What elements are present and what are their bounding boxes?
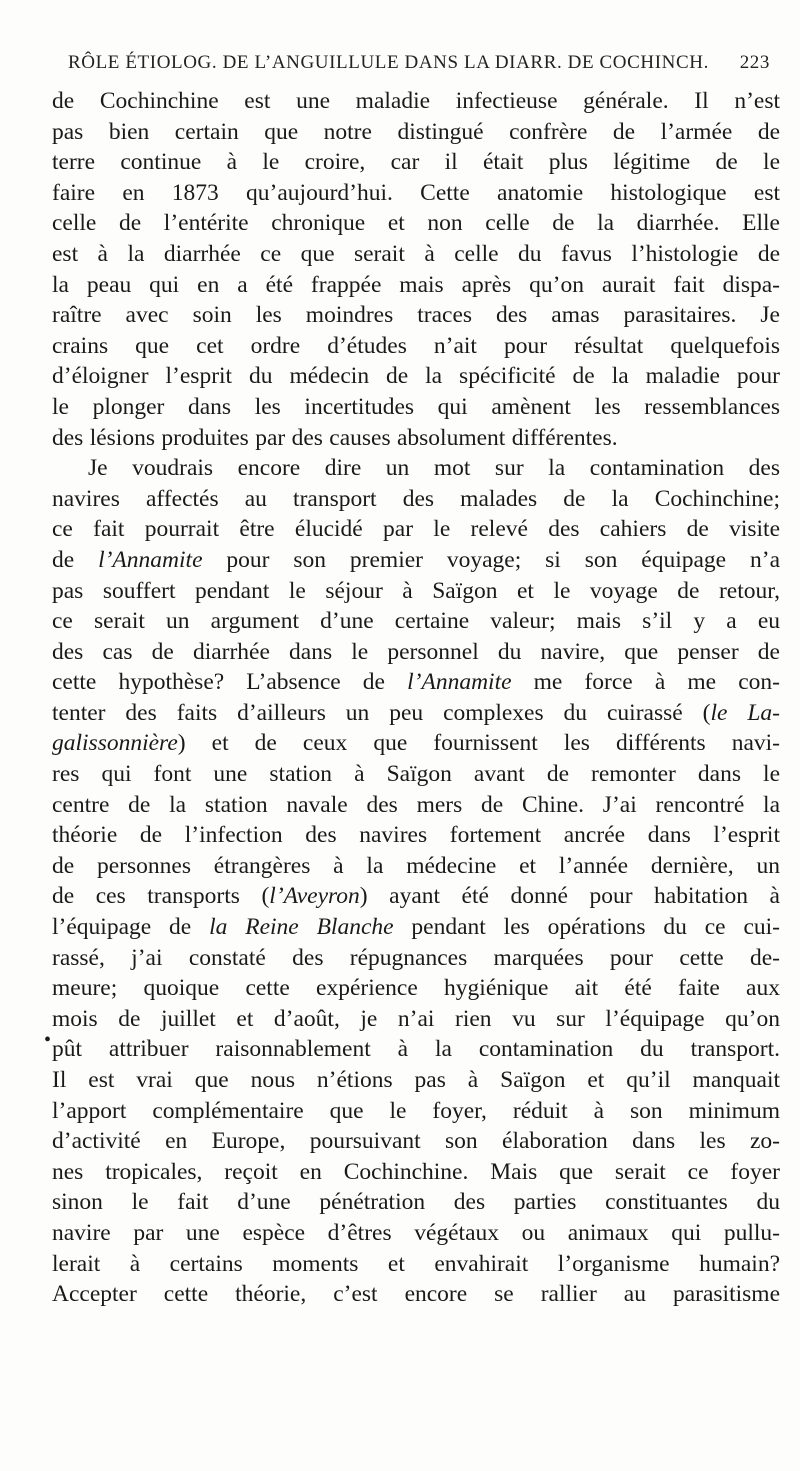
text-line	[52, 392, 780, 423]
text-line	[52, 208, 780, 239]
text-segment: pour son premier voyage; si son équipage n’a	[202, 546, 780, 573]
text-segment: de Cochinchine est une maladie infectieuse générale. Il n’est	[52, 88, 780, 114]
text-line	[52, 851, 780, 882]
text-line	[52, 1157, 780, 1188]
text-line	[52, 820, 780, 851]
text-segment: l’apport complémentaire que le foyer, réduit à son minimum	[52, 1097, 780, 1124]
text-line	[52, 147, 780, 178]
text-line	[52, 759, 780, 790]
text-segment: navires affectés au transport des malades de la Cochinchine;	[52, 485, 780, 512]
text-line	[52, 361, 780, 392]
text-segment: pas bien certain que notre distingué confrère de l’armée de	[52, 118, 780, 145]
text-line	[52, 728, 780, 759]
text-line	[52, 698, 780, 729]
text-segment: ) et de ceux que fournissent les différents navi-	[177, 730, 780, 757]
text-line	[52, 484, 780, 515]
italic-text: l’Annamite	[98, 546, 203, 573]
text-segment: celle de l’entérite chronique et non celle de la diarrhée. Elle	[52, 210, 780, 237]
page-number: 223	[739, 52, 770, 73]
text-segment: est à la diarrhée ce que serait à celle du favus l’histologie de	[52, 240, 780, 267]
margin-mark: •	[44, 1029, 52, 1051]
text-segment: raître avec soin les moindres traces des amas parasitaires. Je	[52, 302, 780, 329]
text-line	[52, 514, 780, 545]
text-segment: lerait à certains moments et envahirait l’organisme humain?	[52, 1250, 780, 1277]
text-segment: tenter des faits d’ailleurs un peu complexes du cuirassé (	[52, 699, 711, 726]
text-segment: le plonger dans les incertitudes qui amènent les ressemblances	[52, 393, 780, 420]
text-segment: d’éloigner l’esprit du médecin de la spécificité de la maladie pour	[52, 363, 780, 390]
text-segment: la peau qui en a été frappée mais après qu’on aurait fait dispa-	[52, 271, 780, 298]
text-line	[52, 423, 780, 454]
text-segment: crains que cet ordre d’études n’ait pour résultat quelquefois	[52, 332, 780, 359]
running-title: RÔLE ÉTIOLOG. DE L’ANGUILLULE DANS LA DIARR. DE COCHINCH.	[68, 52, 709, 73]
text-line	[52, 576, 780, 607]
text-line	[52, 1187, 780, 1218]
text-segment: centre de la station navale des mers de Chine. J’ai rencontré la	[52, 791, 780, 818]
text-segment: ) ayant été donné pour habitation à	[359, 883, 780, 910]
text-line	[52, 1004, 780, 1035]
text-line	[52, 453, 780, 484]
italic-text: l’Aveyron	[269, 883, 360, 910]
text-line	[52, 943, 780, 974]
text-line	[52, 1126, 780, 1157]
text-segment: ce serait un argument d’une certaine valeur; mais s’il y a eu	[52, 608, 780, 635]
text-segment: pendant les opérations du ce cui-	[393, 914, 780, 941]
text-segment: l’équipage de	[52, 914, 210, 941]
text-line	[52, 881, 780, 912]
text-line	[52, 1218, 780, 1249]
italic-text: la Reine Blanche	[209, 914, 394, 941]
text-segment: Je voudrais encore dire un mot sur la contamination des	[88, 455, 780, 482]
text-line	[52, 86, 780, 117]
text-segment: des cas de diarrhée dans le personnel du navire, que penser de	[52, 638, 780, 665]
text-line	[52, 117, 780, 148]
text-segment: me force à me con-	[511, 669, 780, 696]
text-line	[52, 790, 780, 821]
italic-text: le La-	[710, 699, 781, 726]
text-segment: sinon le fait d’une pénétration des parties constituantes du	[52, 1189, 780, 1216]
text-line	[52, 637, 780, 668]
text-line	[52, 1096, 780, 1127]
text-line	[52, 1279, 780, 1310]
text-segment: Accepter cette théorie, c’est encore se rallier au parasitisme	[52, 1281, 780, 1308]
text-line	[52, 606, 780, 637]
running-head	[68, 52, 770, 82]
text-segment: res qui font une station à Saïgon avant de remonter dans le	[52, 761, 780, 788]
text-segment: de ces transports (	[52, 883, 270, 910]
text-line	[52, 1065, 780, 1096]
text-segment: pas souffert pendant le séjour à Saïgon et le voyage de retour,	[52, 577, 780, 604]
text-line	[52, 300, 780, 331]
text-line	[52, 912, 780, 943]
text-line	[52, 178, 780, 209]
text-segment: d’activité en Europe, poursuivant son élaboration dans les zo-	[52, 1128, 780, 1155]
text-line	[52, 331, 780, 362]
text-line	[52, 667, 780, 698]
text-segment: cette hypothèse? L’absence de	[52, 669, 408, 696]
text-line	[52, 239, 780, 270]
text-segment: nes tropicales, reçoit en Cochinchine. Mais que serait ce foyer	[52, 1158, 780, 1185]
text-segment: pût attribuer raisonnablement à la contamination du transport.	[52, 1036, 780, 1063]
text-segment: Il est vrai que nous n’étions pas à Saïgon et qu’il manquait	[52, 1067, 780, 1093]
text-segment: rassé, j’ai constaté des répugnances marquées pour cette de-	[52, 944, 780, 971]
text-segment: meure; quoique cette expérience hygiénique ait été faite aux	[52, 975, 780, 1002]
text-line	[52, 973, 780, 1004]
text-segment: des lésions produites par des causes absolument différentes.	[52, 424, 618, 451]
italic-text: galissonnière	[52, 730, 178, 757]
text-line	[52, 545, 780, 576]
text-line	[52, 270, 780, 301]
text-line	[52, 1249, 780, 1280]
italic-text: l’Annamite	[407, 669, 512, 696]
text-segment: mois de juillet et d’août, je n’ai rien vu sur l’équipage qu’on	[52, 1005, 780, 1032]
text-segment: faire en 1873 qu’aujourd’hui. Cette anatomie histologique est	[52, 179, 780, 206]
body-text	[52, 86, 780, 1310]
text-segment: ce fait pourrait être élucidé par le relevé des cahiers de visite	[52, 516, 780, 543]
text-line	[52, 1034, 780, 1065]
text-segment: navire par une espèce d’êtres végétaux ou animaux qui pullu-	[52, 1219, 780, 1246]
text-segment: théorie de l’infection des navires fortement ancrée dans l’esprit	[52, 822, 780, 849]
text-segment: terre continue à le croire, car il était plus légitime de le	[52, 149, 780, 176]
text-segment: de personnes étrangères à la médecine et l’année dernière, un	[52, 852, 780, 879]
text-segment: de	[52, 546, 99, 573]
